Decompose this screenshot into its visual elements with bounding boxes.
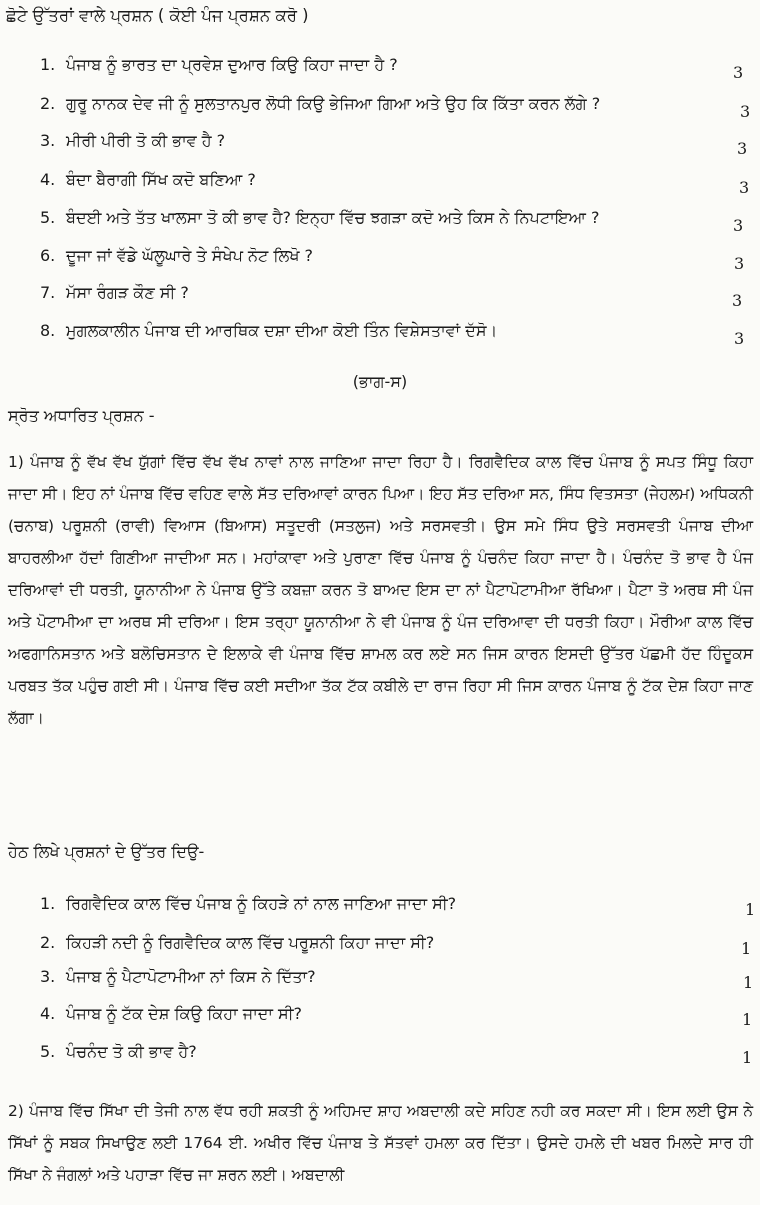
question-number: 1. <box>40 894 56 913</box>
passage-2: 2) ਪੰਜਾਬ ਵਿੱਚ ਸਿੱਖਾ ਦੀ ਤੇਜੀ ਨਾਲ ਵੱਧ ਰਹੀ ਸ਼ਕਤੀ ਨੂੰ ਅਹਿਮਦ ਸ਼ਾਹ ਅਬਦਾਲੀ ਕਦੇ ਸਹਿਣ ਨਹੀ ਕਰ ਸਕਦਾ ਸੀ। ਇਸ ਲਈ ਉਸ ਨੇ ਸਿੱਖਾਂ ਨੂੰ ਸਬਕ ਸਿਖਾਉਣ ਲਈ 1764 ਈ. ਅਖੀਰ ਵਿੱਚ ਪੰਜਾਬ ਤੇ ਸੱਤਵਾਂ ਹਮਲਾ ਕਰ ਦਿੱਤਾ। ਉਸਦੇ ਹਮਲੇ ਦੀ ਖਬਰ ਮਿਲਦੇ ਸਾਰ ਹੀ ਸਿੱਖਾ ਨੇ ਜੰਗਲਾਂ ਅਤੇ ਪਹਾੜਾ ਵਿੱਚ ਜਾ ਸ਼ਰਨ ਲਈ। ਅਬਦਾਲੀ <box>8 1102 753 1184</box>
question-number: 3. <box>40 967 56 986</box>
source-question <box>40 1003 302 1025</box>
source-question <box>40 1041 197 1063</box>
question-text: ਗੁਰੂ ਨਾਨਕ ਦੇਵ ਜੀ ਨੂੰ ਸੁਲਤਾਨਪੁਰ ਲੋਧੀ ਕਿਉ ਭੇਜਿਆ ਗਿਆ ਅਤੇ ਉਹ ਕਿ ਕਿੱਤਾ ਕਰਨ ਲੱਗੇ ? <box>66 94 601 113</box>
question-text: ਕਿਹੜੀ ਨਦੀ ਨੂੰ ਰਿਗਵੈਦਿਕ ਕਾਲ ਵਿੱਚ ਪਰੂਸ਼ਨੀ ਕਿਹਾ ਜਾਦਾ ਸੀ? <box>66 933 435 952</box>
short-question <box>40 93 600 115</box>
question-number: 5. <box>40 1042 56 1061</box>
short-question <box>40 130 225 152</box>
question-number: 4. <box>40 1004 56 1023</box>
short-question <box>40 169 256 191</box>
source-heading: ਸ੍ਰੋਤ ਅਧਾਰਿਤ ਪ੍ਰਸ਼ਨ - <box>8 406 155 425</box>
question-number: 8. <box>40 321 56 340</box>
source-question <box>40 893 456 915</box>
short-question <box>40 320 497 342</box>
source-question <box>40 932 434 954</box>
question-text: ਪੰਜਾਬ ਨੂੰ ਟੱਕ ਦੇਸ਼ ਕਿਉ ਕਿਹਾ ਜਾਦਾ ਸੀ? <box>66 1004 302 1023</box>
question-number: 4. <box>40 170 56 189</box>
question-marks: 3 <box>732 291 743 310</box>
question-marks: 1 <box>745 900 756 919</box>
short-question <box>40 207 600 229</box>
question-text: ਬੰਦਾ ਬੈਰਾਗੀ ਸਿੱਖ ਕਦੋ ਬਣਿਆ ? <box>66 170 256 189</box>
question-text: ਮੀਰੀ ਪੀਰੀ ਤੋ ਕੀ ਭਾਵ ਹੈ ? <box>66 131 226 150</box>
short-answer-heading: ਛੋਟੇ ਉੱਤਰਾਂ ਵਾਲੇ ਪ੍ਰਸ਼ਨ ( ਕੋਈ ਪੰਜ ਪ੍ਰਸ਼ਨ ਕਰੋ ) <box>6 6 309 25</box>
question-marks: 1 <box>742 1048 753 1067</box>
question-number: 5. <box>40 208 56 227</box>
question-number: 1. <box>40 55 56 74</box>
part-label: (ਭਾਗ-ਸ) <box>352 372 408 391</box>
question-number: 2. <box>40 94 56 113</box>
question-text: ਮੱਸਾ ਰੰਗੜ ਕੌਣ ਸੀ ? <box>66 283 189 302</box>
question-text: ਦੂਜਾ ਜਾਂ ਵੱਡੇ ਘੱਲੂਘਾਰੇ ਤੇ ਸੰਖੇਪ ਨੋਟ ਲਿਖੋ ? <box>66 246 314 265</box>
question-marks: 3 <box>734 254 745 273</box>
question-marks: 3 <box>739 178 750 197</box>
source-question <box>40 966 316 988</box>
question-text: ਪੰਜਾਬ ਨੂੰ ਪੈਟਾਪੋਟਾਮੀਆ ਨਾਂ ਕਿਸ ਨੇ ਦਿੱਤਾ? <box>66 967 316 986</box>
passage-1: 1) ਪੰਜਾਬ ਨੂੰ ਵੱਖ ਵੱਖ ਯੁੱਗਾਂ ਵਿੱਚ ਵੱਖ ਵੱਖ ਨਾਵਾਂ ਨਾਲ ਜਾਣਿਆ ਜਾਦਾ ਰਿਹਾ ਹੈ। ਰਿਗਵੈਦਿਕ ਕਾਲ ਵਿੱਚ ਪੰਜਾਬ ਨੂੰ ਸਪਤ ਸਿੰਧੂ ਕਿਹਾ ਜਾਦਾ ਸੀ। ਇਹ ਨਾਂ ਪੰਜਾਬ ਵਿੱਚ ਵਹਿਣ ਵਾਲੇ ਸੱਤ ਦਰਿਆਵਾਂ ਕਾਰਨ ਪਿਆ। ਇਹ ਸੱਤ ਦਰਿਆ ਸਨ, ਸਿੰਧ ਵਿਤਸਤਾ (ਜੇਹਲਮ) ਅਧਿਕਨੀ (ਚਨਾਬ) ਪਰੂਸ਼ਨੀ (ਰਾਵੀ) ਵਿਆਸ (ਬਿਆਸ) ਸਤੂਦਰੀ (ਸਤਲੁਜ) ਅਤੇ ਸਰਸਵਤੀ। ਉਸ ਸਮੇ ਸਿੰਧ ਉਤੇ ਸਰਸਵਤੀ ਪੰਜਾਬ ਦੀਆ ਬਾਹਰਲੀਆ ਹੱਦਾਂ ਗਿਣੀਆ ਜਾਦੀਆ ਸਨ। ਮਹਾਂਕਾਵਾ ਅਤੇ ਪੁਰਾਣਾ ਵਿੱਚ ਪੰਜਾਬ ਨੂੰ ਪੰਚਨੰਦ ਕਿਹਾ ਜਾਦਾ ਹੈ। ਪੰਚਨੰਦ ਤੋ ਭਾਵ ਹੈ ਪੰਜ ਦਰਿਆਵਾਂ ਦੀ ਧਰਤੀ, ਯੂਨਾਨੀਆ ਨੇ ਪੰਜਾਬ ਉੱਤੇ ਕਬਜ਼ਾ ਕਰਨ ਤੋ ਬਾਅਦ ਇਸ ਦਾ ਨਾਂ ਪੈਟਾਪੋਟਾਮੀਆ ਰੱਖਿਆ। ਪੈਟਾ ਤੋ ਅਰਥ ਸੀ ਪੰਜ ਅਤੇ ਪੋਟਾਮੀਆ ਦਾ ਅਰਥ ਸੀ ਦਰਿਆ। ਇਸ ਤਰ੍ਹਾ ਯੂਨਾਨੀਆ ਨੇ ਵੀ ਪੰਜਾਬ ਨੂੰ ਪੰਜ ਦਰਿਆਵਾ ਦੀ ਧਰਤੀ ਕਿਹਾ। ਮੌਰੀਆ ਕਾਲ ਵਿੱਚ ਅਫਗਾਨਿਸਤਾਨ ਅਤੇ ਬਲੋਚਿਸਤਾਨ ਦੇ ਇਲਾਕੇ ਵੀ ਪੰਜਾਬ ਵਿੱਚ ਸ਼ਾਮਲ ਕਰ ਲਏ ਸਨ ਜਿਸ ਕਾਰਨ ਇਸਦੀ ਉੱਤਰ ਪੱਛਮੀ ਹੱਦ ਹਿੰਦੂਕਸ ਪਰਬਤ ਤੱਕ ਪਹੁੰਚ ਗਈ ਸੀ। ਪੰਜਾਬ ਵਿੱਚ ਕਈ ਸਦੀਆ ਤੱਕ ਟੱਕ ਕਬੀਲੇ ਦਾ ਰਾਜ ਰਿਹਾ ਸੀ ਜਿਸ ਕਾਰਨ ਪੰਜਾਬ ਨੂੰ ਟੱਕ ਦੇਸ਼ ਕਿਹਾ ਜਾਣ ਲੱਗਾ। <box>8 453 754 727</box>
question-number: 2. <box>40 933 56 952</box>
question-number: 7. <box>40 283 56 302</box>
short-question <box>40 54 398 76</box>
question-marks: 3 <box>733 216 744 235</box>
question-text: ਪੰਜਾਬ ਨੂੰ ਭਾਰਤ ਦਾ ਪ੍ਰਵੇਸ਼ ਦੁਆਰ ਕਿਉ ਕਿਹਾ ਜਾਦਾ ਹੈ ? <box>66 55 398 74</box>
question-marks: 3 <box>737 139 748 158</box>
answer-heading: ਹੇਠ ਲਿਖੇ ਪ੍ਰਸ਼ਨਾਂ ਦੇ ਉੱਤਰ ਦਿਉ- <box>8 842 205 861</box>
question-marks: 3 <box>740 102 751 121</box>
question-text: ਮੁਗਲਕਾਲੀਨ ਪੰਜਾਬ ਦੀ ਆਰਥਿਕ ਦਸ਼ਾ ਦੀਆ ਕੋਈ ਤਿੰਨ ਵਿਸ਼ੇਸਤਾਵਾਂ ਦੱਸੋ। <box>66 321 498 340</box>
question-text: ਬੰਦਈ ਅਤੇ ਤੱਤ ਖਾਲਸਾ ਤੋ ਕੀ ਭਾਵ ਹੈ? ਇਨ੍ਹਾ ਵਿੱਚ ਝਗੜਾ ਕਦੋ ਅਤੇ ਕਿਸ ਨੇ ਨਿਪਟਾਇਆ ? <box>66 208 600 227</box>
short-question <box>40 245 313 267</box>
question-marks: 3 <box>734 329 745 348</box>
question-marks: 1 <box>743 973 754 992</box>
short-question <box>40 282 189 304</box>
question-marks: 3 <box>733 63 744 82</box>
question-marks: 1 <box>742 1010 753 1029</box>
question-marks: 1 <box>741 939 752 958</box>
question-number: 6. <box>40 246 56 265</box>
question-number: 3. <box>40 131 56 150</box>
question-text: ਰਿਗਵੈਦਿਕ ਕਾਲ ਵਿੱਚ ਪੰਜਾਬ ਨੂੰ ਕਿਹੜੇ ਨਾਂ ਨਾਲ ਜਾਣਿਆ ਜਾਦਾ ਸੀ? <box>66 894 457 913</box>
question-text: ਪੰਚਨੰਦ ਤੋ ਕੀ ਭਾਵ ਹੈ? <box>66 1042 197 1061</box>
